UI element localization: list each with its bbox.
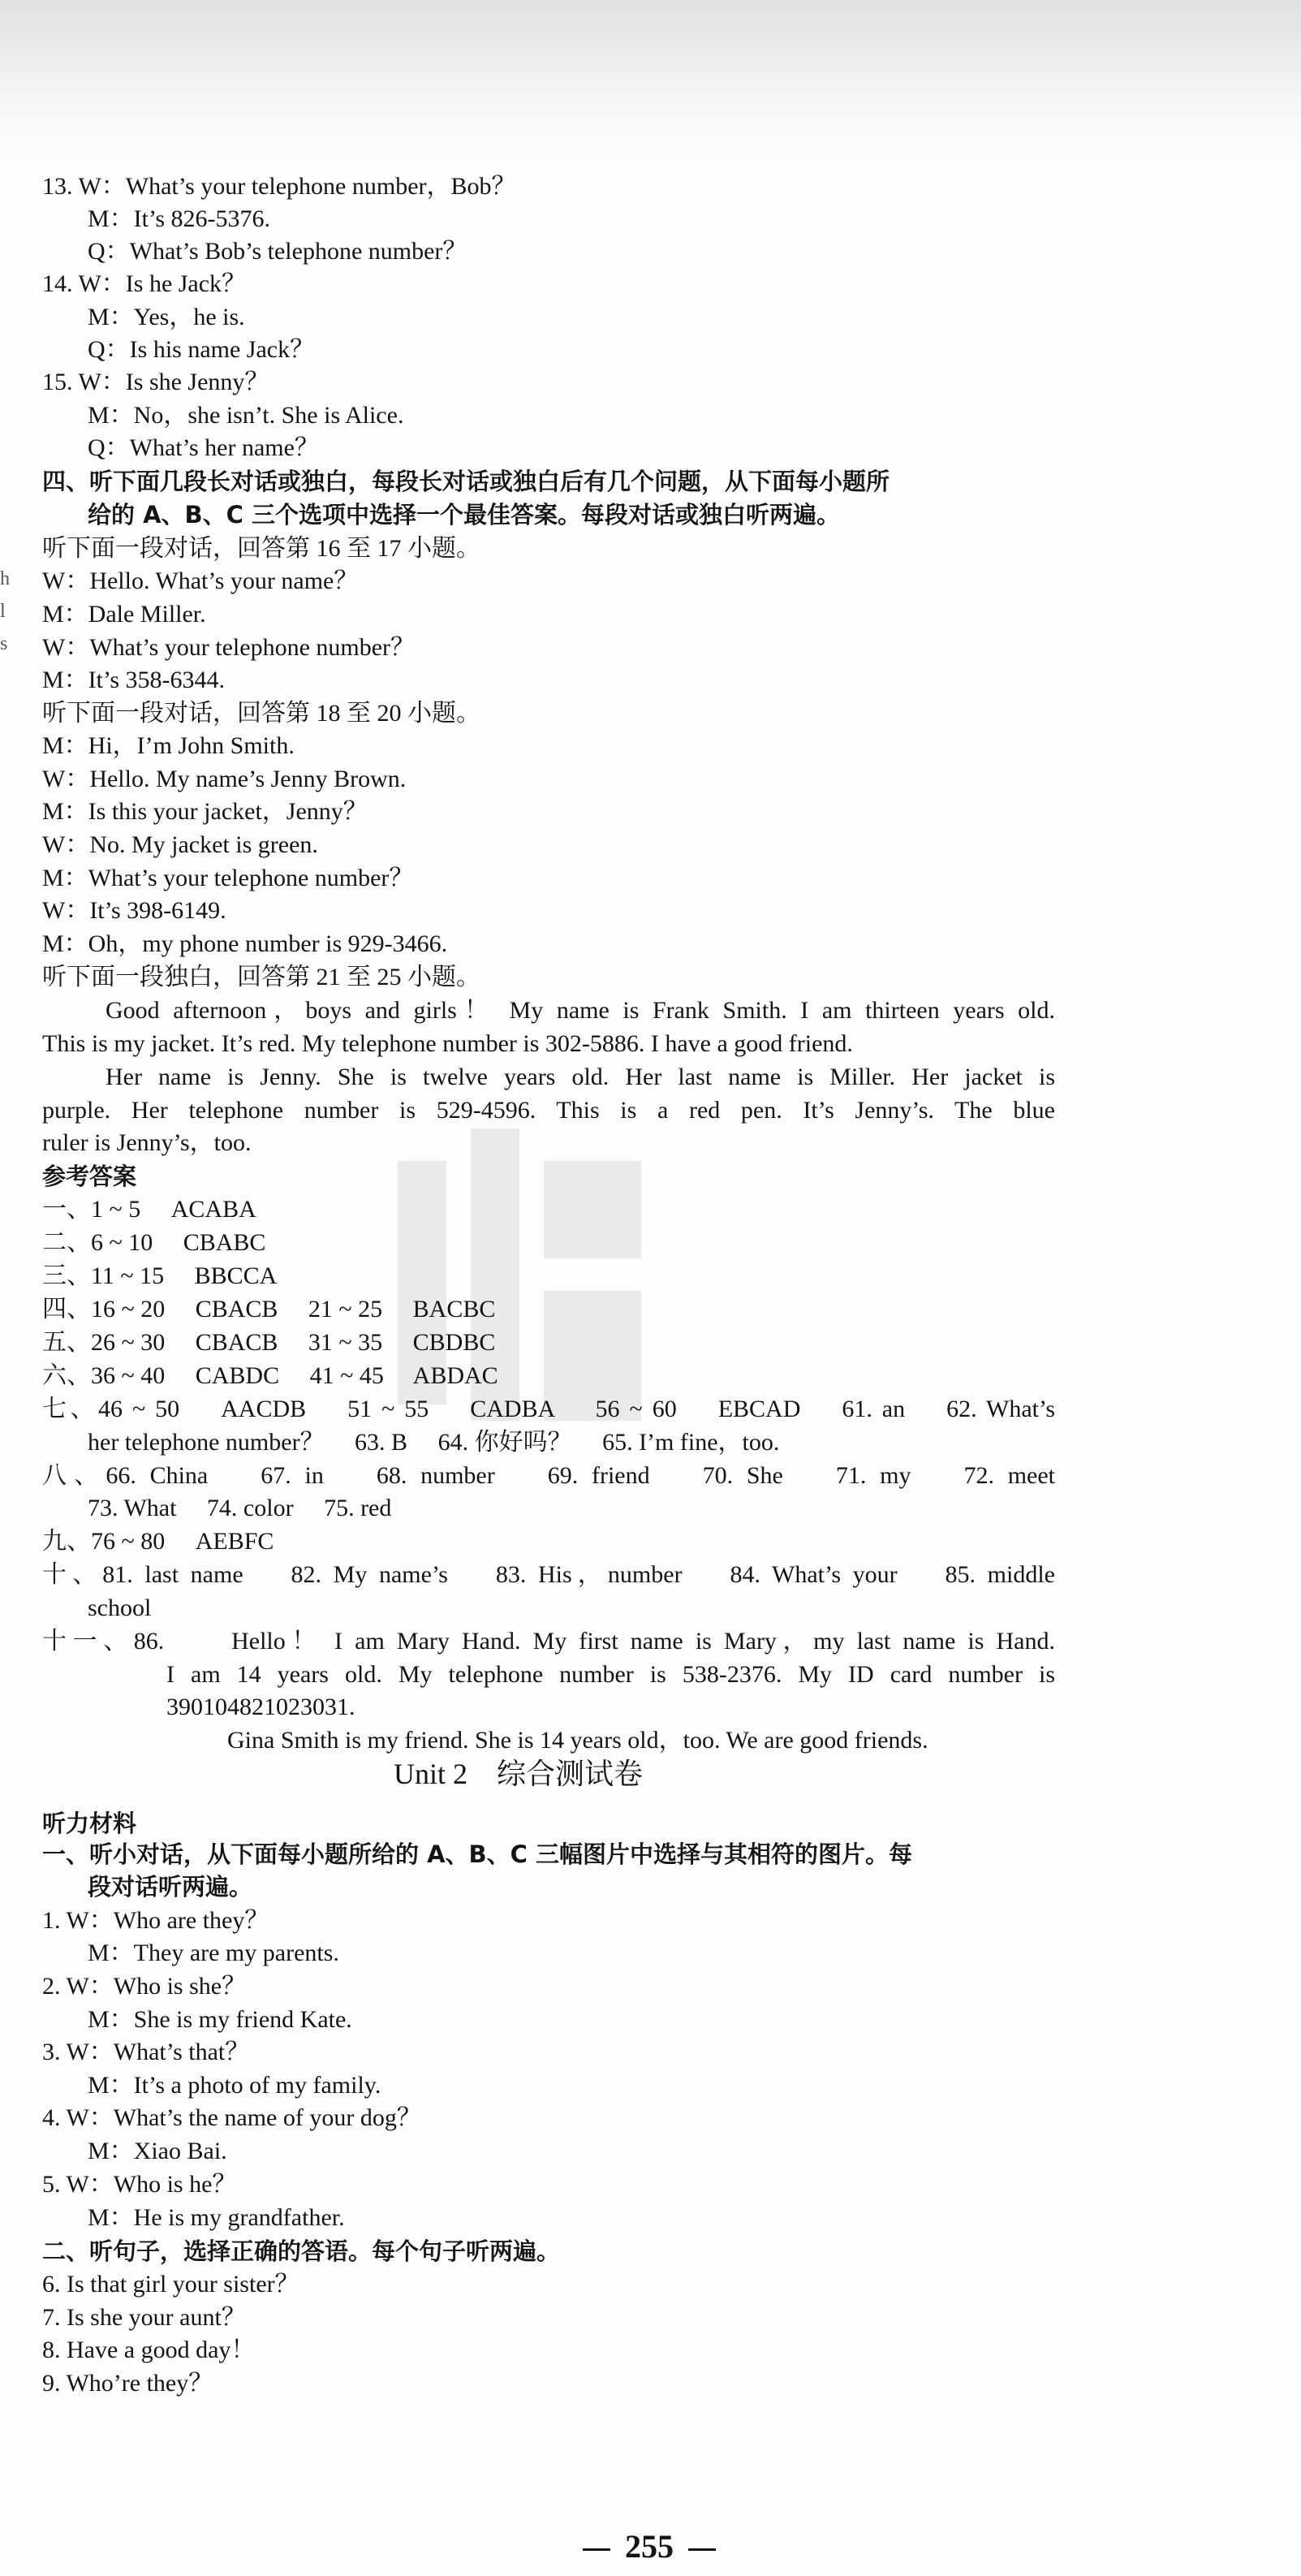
text-line: W：It’s 398-6149. (42, 897, 226, 924)
text-line: 四、听下面几段长对话或独白，每段长对话或独白后有几个问题，从下面每小题所 (42, 468, 890, 495)
text-line: 15. W：Is she Jenny？ (42, 369, 269, 395)
text-line: 听力材料 (42, 1810, 137, 1837)
text-line: 七、46 ~ 50 AACDB 51 ~ 55 CADBA 56 ~ 60 EBCAD 61. an 62. What’s (42, 1396, 1055, 1422)
text-line: M：They are my parents. (88, 1940, 339, 1966)
page-footer (487, 2526, 812, 2567)
text-line: 8. Have a good day！ (42, 2337, 256, 2363)
text-line: M：She is my friend Kate. (88, 2006, 352, 2033)
text-line: M：It’s 826-5376. (88, 205, 270, 232)
text-line: Unit 2 综合测试卷 (394, 1758, 644, 1790)
text-line: 390104821023031. (166, 1694, 355, 1720)
text-line: 四、16 ~ 20 CBACB 21 ~ 25 BACBC (42, 1296, 496, 1323)
page-number: 255 (625, 2528, 674, 2565)
text-line: Gina Smith is my friend. She is 14 years old，too. We are good friends. (227, 1727, 928, 1754)
text-line: 二、听句子，选择正确的答语。每个句子听两遍。 (42, 2237, 561, 2265)
text-line: 9. Who’re they？ (42, 2370, 213, 2397)
text-line: 六、36 ~ 40 CABDC 41 ~ 45 ABDAC (42, 1362, 498, 1389)
text-line: M：It’s 358-6344. (42, 667, 225, 693)
text-line: M：Xiao Bai. (88, 2138, 227, 2164)
text-line: 73. What 74. color 75. red (88, 1495, 392, 1521)
footer-dash-right (688, 2548, 716, 2551)
text-line: 3. W：What’s that？ (42, 2039, 250, 2065)
text-line: I am 14 years old. My telephone number is 538-2376. My ID card number is (166, 1661, 1055, 1688)
text-line: 八、66. China 67. in 68. number 69. friend 70. She 71. my 72. meet (42, 1462, 1055, 1489)
text-line: 5. W：Who is he？ (42, 2171, 237, 2198)
text-line: 段对话听两遍。 (88, 1873, 253, 1901)
text-line: 一、1 ~ 5 ACABA (42, 1196, 256, 1223)
text-line: Her name is Jenny. She is twelve years old. Her last name is Miller. Her jacket is (106, 1064, 1055, 1090)
text-line: 13. W：What’s your telephone number，Bob？ (42, 173, 516, 200)
text-line: 听下面一段对话，回答第 16 至 17 小题。 (42, 535, 480, 562)
text-line: 三、11 ~ 15 BBCCA (42, 1262, 278, 1289)
text-line: W：Hello. What’s your name？ (42, 567, 359, 594)
footer-dash-left (583, 2548, 610, 2551)
text-line: Q：Is his name Jack？ (88, 336, 315, 363)
text-line: W：No. My jacket is green. (42, 831, 318, 858)
text-line: 十、81. last name 82. My name’s 83. His，number 84. What’s your 85. middle (42, 1561, 1055, 1588)
text-line: 听下面一段对话，回答第 18 至 20 小题。 (42, 700, 480, 727)
text-line: M：What’s your telephone number？ (42, 865, 414, 891)
text-line: M：Hi，I’m John Smith. (42, 732, 295, 759)
text-line: Q：What’s Bob’s telephone number？ (88, 238, 467, 265)
text-line: M：Oh，my phone number is 929-3466. (42, 930, 448, 957)
text-line: purple. Her telephone number is 529-4596. This is a red pen. It’s Jenny’s. The blue (42, 1097, 1055, 1124)
text-line: M：Is this your jacket，Jenny？ (42, 798, 368, 825)
edge-mark: h (0, 568, 10, 589)
text-line: This is my jacket. It’s red. My telephone number is 302-5886. I have a good friend. (42, 1030, 853, 1057)
text-line: 五、26 ~ 30 CBACB 31 ~ 35 CBDBC (42, 1329, 496, 1356)
text-line: 6. Is that girl your sister？ (42, 2271, 299, 2298)
text-line: M：No，she isn’t. She is Alice. (88, 402, 404, 429)
text-line: 4. W：What’s the name of your dog？ (42, 2104, 421, 2131)
text-line: 听下面一段独白，回答第 21 至 25 小题。 (42, 964, 480, 990)
text-line: her telephone number？ 63. B 64. 你好吗？ 65. I’m fine，too. (88, 1429, 780, 1456)
text-line: M：It’s a photo of my family. (88, 2072, 381, 2099)
text-line: 2. W：Who is she？ (42, 1973, 247, 2000)
text-line: M：Dale Miller. (42, 601, 206, 628)
text-line: W：Hello. My name’s Jenny Brown. (42, 766, 407, 792)
text-line: 7. Is she your aunt？ (42, 2304, 246, 2331)
text-line: M：Yes，he is. (88, 304, 245, 330)
text-line: 14. W：Is he Jack？ (42, 270, 247, 297)
text-line: 一、听小对话，从下面每小题所给的 A、B、C 三幅图片中选择与其相符的图片。每 (42, 1840, 913, 1868)
text-line: 二、6 ~ 10 CBABC (42, 1229, 266, 1256)
text-line: 十一、86. Hello！ I am Mary Hand. My first name is Mary，my last name is Hand. (42, 1628, 1055, 1655)
text-line: school (88, 1594, 152, 1621)
edge-mark: l (0, 601, 6, 622)
text-line: 1. W：Who are they？ (42, 1907, 269, 1934)
text-line: Good afternoon，boys and girls！ My name is Frank Smith. I am thirteen years old. (106, 997, 1055, 1024)
text-line: 参考答案 (42, 1163, 137, 1190)
edge-mark: s (0, 633, 8, 654)
text-line: Q：What’s her name？ (88, 434, 319, 461)
text-line: 九、76 ~ 80 AEBFC (42, 1528, 274, 1555)
text-line: W：What’s your telephone number？ (42, 634, 416, 661)
text-line: 给的 A、B、C 三个选项中选择一个最佳答案。每段对话或独白听两遍。 (88, 501, 841, 529)
text-line: M：He is my grandfather. (88, 2204, 345, 2231)
text-line: ruler is Jenny’s，too. (42, 1129, 252, 1156)
